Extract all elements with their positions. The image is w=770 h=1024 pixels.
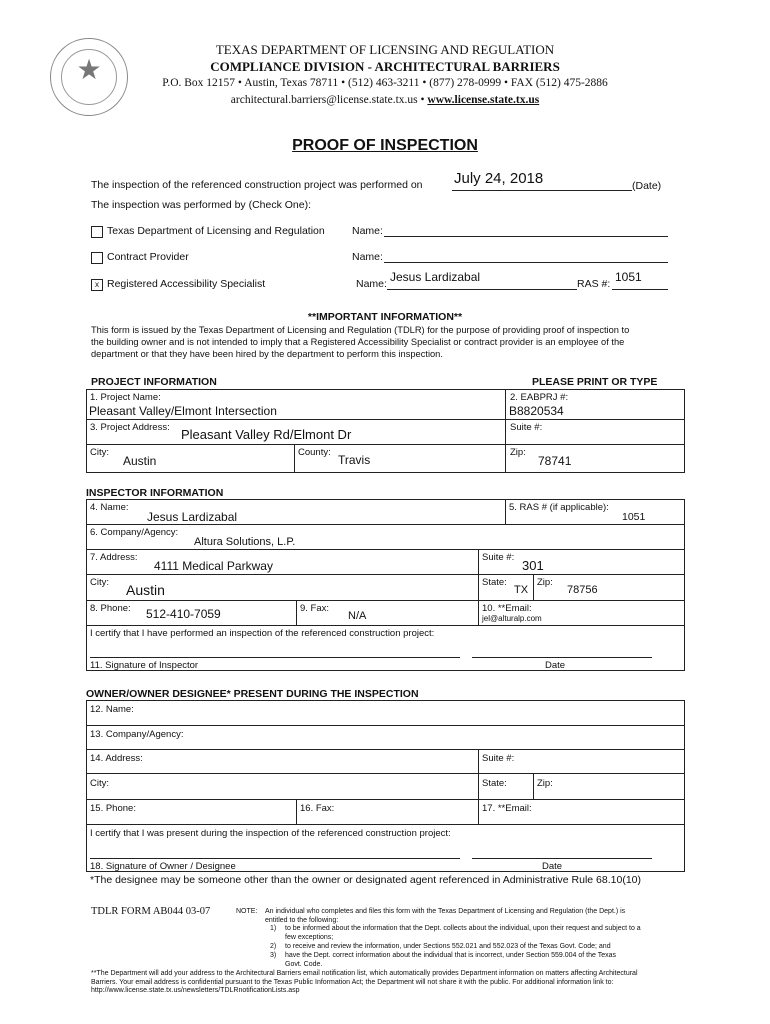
- contract-name-label: Name:: [352, 251, 383, 263]
- inspector-zip-field[interactable]: 78756: [567, 584, 598, 596]
- owner-fax-label: 16. Fax:: [300, 803, 335, 814]
- important-line: department or that they have been hired by the department to perform this inspection.: [91, 349, 443, 359]
- divider: [86, 625, 685, 626]
- divider: [478, 749, 479, 824]
- ras-number-underline: [612, 289, 668, 290]
- project-county-field[interactable]: Travis: [338, 453, 371, 467]
- note-label: NOTE:: [236, 908, 258, 915]
- inspector-company-label: 6. Company/Agency:: [90, 527, 179, 538]
- texas-seal-logo: ★: [50, 38, 128, 116]
- note-item: [285, 943, 611, 952]
- important-heading: **IMPORTANT INFORMATION**: [307, 311, 463, 323]
- inspector-name-field[interactable]: Jesus Lardizabal: [147, 510, 238, 524]
- owner-company-label: 13. Company/Agency:: [90, 729, 184, 740]
- divider: [533, 574, 534, 600]
- divider: [86, 524, 685, 525]
- owner-heading: OWNER/OWNER DESIGNEE* PRESENT DURING THE INSPECTION: [86, 688, 419, 700]
- owner-city-label: City:: [90, 778, 109, 789]
- inspector-date-line[interactable]: [472, 657, 652, 658]
- agency-website-link[interactable]: www.license.state.tx.us: [427, 94, 540, 106]
- inspector-suite-field[interactable]: 301: [522, 558, 544, 573]
- project-name-label: 1. Project Name:: [90, 392, 161, 403]
- divider: [86, 549, 685, 550]
- project-zip-label: Zip:: [510, 447, 526, 458]
- note-item-line: have the Dept. correct information about the individual that is incorrect, under Section 559.004 of the Texas: [285, 952, 617, 959]
- divider: [533, 773, 534, 799]
- note-item-line: few exceptions;: [285, 933, 334, 941]
- notification-line: Barriers. Your email address is confidential pursuant to the Texas Public Information Act; the Department will not share it with the public. For additional information link to:: [91, 978, 614, 986]
- ras-checkbox[interactable]: x: [91, 279, 103, 291]
- owner-address-label: 14. Address:: [90, 753, 143, 764]
- note-item-line: to be informed about the information that the Dept. collects about the individual, upon their request and subject to a: [285, 925, 641, 932]
- owner-email-label: 17. **Email:: [482, 803, 532, 814]
- note-line: An individual who completes and files this form with the Texas Department of Licensing and Regulation (the Dept.) is: [265, 908, 626, 915]
- note-text: [265, 908, 625, 925]
- project-suite-label: Suite #:: [510, 422, 543, 433]
- owner-signature-line[interactable]: [90, 858, 460, 859]
- note-item-line: Govt. Code.: [285, 960, 323, 968]
- divider: [86, 574, 685, 575]
- date-underline: [452, 190, 632, 191]
- owner-name-label: 12. Name:: [90, 704, 134, 715]
- inspector-email-label: 10. **Email:: [482, 603, 532, 614]
- inspector-state-field[interactable]: TX: [514, 584, 529, 596]
- address-line: P.O. Box 12157 • Austin, Texas 78711 • (512) 463-3211 • (877) 278-0999 • FAX (512) 475-2886: [162, 77, 608, 89]
- inspector-phone-field[interactable]: 512-410-7059: [146, 607, 221, 621]
- note-item-line: to receive and review the information, under Sections 552.021 and 552.023 of the Texas Govt. Code; and: [285, 943, 611, 950]
- inspector-city-field[interactable]: Austin: [126, 582, 165, 598]
- owner-date-line[interactable]: [472, 858, 652, 859]
- note-item-num: 2): [270, 943, 277, 950]
- note-item: [285, 925, 641, 942]
- ras-option-label: Registered Accessibility Specialist: [107, 278, 266, 290]
- note-item-num: 1): [270, 925, 277, 932]
- important-line: This form is issued by the Texas Department of Licensing and Regulation (TDLR) for the purpose of providing proof of inspection to: [91, 325, 630, 335]
- project-city-label: City:: [90, 447, 109, 458]
- divider: [86, 773, 685, 774]
- inspector-address-field[interactable]: 4111 Medical Parkway: [154, 559, 273, 573]
- inspector-suite-label: Suite #:: [482, 552, 515, 563]
- inspector-name-label: 4. Name:: [90, 502, 129, 513]
- owner-zip-label: Zip:: [537, 778, 553, 789]
- date-label: (Date): [632, 180, 662, 192]
- form-id: TDLR FORM AB044 03-07: [91, 906, 211, 917]
- project-county-label: County:: [298, 447, 331, 458]
- important-text: [91, 324, 629, 360]
- project-info-heading: PROJECT INFORMATION: [91, 376, 217, 388]
- ras-name-field[interactable]: Jesus Lardizabal: [390, 270, 481, 284]
- bullet-separator: •: [420, 94, 425, 106]
- eabprj-field[interactable]: B8820534: [509, 404, 564, 418]
- divider: [86, 799, 685, 800]
- inspector-email-field[interactable]: jel@alturalp.com: [482, 614, 542, 623]
- divider: [86, 749, 685, 750]
- inspector-zip-label: Zip:: [537, 577, 553, 588]
- inspector-info-heading: INSPECTOR INFORMATION: [86, 487, 224, 499]
- project-info-box: [86, 389, 685, 473]
- divider: [478, 549, 479, 625]
- tdlr-name-field[interactable]: [384, 236, 668, 237]
- ras-name-label: Name:: [356, 278, 387, 290]
- print-or-type-note: PLEASE PRINT OR TYPE: [532, 376, 658, 388]
- notification-list-link[interactable]: http://www.license.state.tx.us/newsletters/TDLRnotificationLists.asp: [91, 987, 300, 994]
- owner-date-label: Date: [542, 861, 563, 872]
- tdlr-option-label: Texas Department of Licensing and Regulation: [107, 225, 325, 237]
- divider: [86, 419, 685, 420]
- inspector-fax-label: 9. Fax:: [300, 603, 330, 614]
- divider: [505, 389, 506, 473]
- inspector-signature-label: 11. Signature of Inspector: [90, 660, 199, 671]
- divider: [296, 600, 297, 625]
- agency-email[interactable]: architectural.barriers@license.state.tx.us: [230, 94, 418, 106]
- division-name: COMPLIANCE DIVISION - ARCHITECTURAL BARRIERS: [210, 59, 560, 74]
- divider: [86, 824, 685, 825]
- project-address-field[interactable]: Pleasant Valley Rd/Elmont Dr: [181, 427, 352, 442]
- note-line: entitled to the following:: [265, 916, 339, 924]
- inspector-city-label: City:: [90, 577, 109, 588]
- designee-note: *The designee may be someone other than the owner or designated agent referenced in Administrative Rule 68.10(10): [90, 874, 642, 886]
- inspector-phone-label: 8. Phone:: [90, 603, 131, 614]
- owner-phone-label: 15. Phone:: [90, 803, 136, 814]
- inspector-ras-field[interactable]: 1051: [622, 511, 646, 523]
- divider: [296, 799, 297, 824]
- agency-name: TEXAS DEPARTMENT OF LICENSING AND REGULATION: [215, 42, 555, 57]
- inspector-state-label: State:: [482, 577, 507, 588]
- performed-on-label: The inspection of the referenced construction project was performed on: [91, 179, 423, 191]
- contract-name-field[interactable]: [384, 262, 668, 263]
- notification-line: **The Department will add your address to the Architectural Barriers email notification list, which automatically provides Department information on matters affecting Architectural: [91, 970, 638, 977]
- owner-state-label: State:: [482, 778, 507, 789]
- owner-certify-text: I certify that I was present during the inspection of the referenced construction project:: [90, 828, 451, 839]
- divider: [505, 499, 506, 524]
- form-title: PROOF OF INSPECTION: [292, 137, 478, 154]
- project-address-label: 3. Project Address:: [90, 422, 170, 433]
- note-item-num: 3): [270, 952, 277, 959]
- divider: [86, 725, 685, 726]
- performed-by-label: The inspection was performed by (Check One):: [91, 199, 312, 211]
- inspector-signature-line[interactable]: [90, 657, 460, 658]
- ras-number-label: RAS #:: [577, 278, 611, 290]
- contract-provider-checkbox[interactable]: [91, 252, 103, 264]
- tdlr-name-label: Name:: [352, 225, 383, 237]
- note-item: [285, 952, 616, 969]
- inspection-date-field[interactable]: July 24, 2018: [454, 170, 544, 187]
- owner-suite-label: Suite #:: [482, 753, 515, 764]
- inspector-company-field[interactable]: Altura Solutions, L.P.: [194, 536, 296, 548]
- project-name-field[interactable]: Pleasant Valley/Elmont Intersection: [89, 404, 277, 418]
- notification-text: [91, 970, 638, 996]
- contract-provider-label: Contract Provider: [107, 251, 189, 263]
- ras-number-field[interactable]: 1051: [615, 270, 642, 284]
- contact-line: [0, 94, 770, 106]
- divider: [86, 444, 685, 445]
- eabprj-label: 2. EABPRJ #:: [510, 392, 569, 403]
- divider: [86, 600, 685, 601]
- inspector-date-label: Date: [545, 660, 566, 671]
- project-city-field[interactable]: Austin: [123, 454, 157, 468]
- owner-signature-label: 18. Signature of Owner / Designee: [90, 861, 236, 872]
- inspector-ras-label: 5. RAS # (if applicable):: [509, 502, 609, 513]
- important-line: the building owner and is not intended to imply that a Registered Accessibility Specialist or contract provider is an employee of the: [91, 337, 625, 347]
- ras-name-underline: [387, 289, 577, 290]
- inspector-fax-field[interactable]: N/A: [348, 610, 367, 622]
- divider: [294, 444, 295, 473]
- project-zip-field[interactable]: 78741: [538, 454, 572, 468]
- tdlr-checkbox[interactable]: [91, 226, 103, 238]
- inspector-certify-text: I certify that I have performed an inspection of the referenced construction project:: [90, 628, 435, 639]
- inspector-address-label: 7. Address:: [90, 552, 138, 563]
